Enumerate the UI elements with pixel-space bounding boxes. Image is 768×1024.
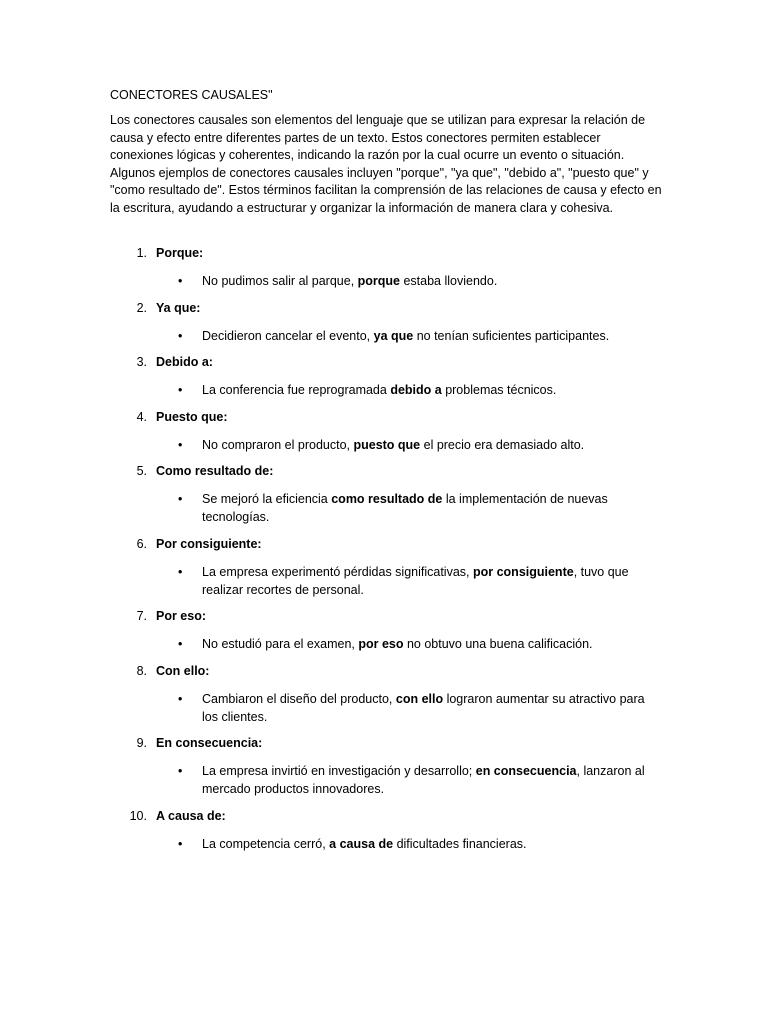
item-number: 10. <box>129 808 147 823</box>
item-heading: Puesto que: <box>156 409 228 424</box>
bullet-icon: • <box>178 383 183 397</box>
example-connector: porque <box>357 274 400 288</box>
example-text: Se mejoró la eficiencia <box>202 492 332 506</box>
example-text: No compraron el producto, <box>202 437 354 452</box>
list-item <box>110 408 662 463</box>
item-example <box>202 436 652 454</box>
item-example <box>202 690 652 726</box>
item-number: 8. <box>136 663 147 678</box>
item-number: 6. <box>136 536 147 551</box>
item-heading: Con ello: <box>156 663 210 678</box>
example-text: La conferencia fue reprogramada <box>202 383 391 397</box>
bullet-icon: • <box>178 328 183 343</box>
example-text: lograron aumentar su atractivo para los clientes. <box>202 691 645 724</box>
item-number: 7. <box>136 609 147 623</box>
example-connector: puesto que <box>353 437 421 452</box>
example-connector: por consiguiente <box>472 564 574 579</box>
item-number: 5. <box>136 464 147 478</box>
example-text: La empresa invirtió en investigación y desarrollo; <box>202 764 476 778</box>
bullet-icon: • <box>178 564 183 579</box>
item-number: 9. <box>136 736 147 750</box>
item-heading: Como resultado de: <box>156 464 274 478</box>
bullet-icon: • <box>178 274 183 288</box>
list-item <box>110 462 662 535</box>
example-text: La competencia cerró, <box>202 836 330 851</box>
bullet-icon: • <box>178 764 183 778</box>
item-example <box>202 762 652 798</box>
example-text: estaba lloviendo. <box>400 274 498 288</box>
item-example <box>202 381 652 399</box>
example-text: el precio era demasiado alto. <box>420 437 585 452</box>
bullet-icon: • <box>178 691 183 706</box>
item-example <box>202 635 652 653</box>
example-text: La empresa experimentó pérdidas significativas, <box>202 564 473 579</box>
example-text: la implementación de nuevas tecnologías. <box>202 492 608 524</box>
example-connector: por eso <box>358 637 404 651</box>
bullet-icon: • <box>178 836 183 851</box>
list-item <box>110 607 662 662</box>
item-heading: Por consiguiente: <box>156 536 262 551</box>
list-item <box>110 535 662 608</box>
item-number: 4. <box>136 409 147 424</box>
item-heading: Porque: <box>156 246 204 260</box>
item-example <box>202 327 652 345</box>
item-example <box>202 563 652 599</box>
example-connector: en consecuencia <box>475 764 577 778</box>
list-item <box>110 734 662 807</box>
item-number: 1. <box>136 246 147 260</box>
example-text: No pudimos salir al parque, <box>202 274 358 288</box>
example-text: problemas técnicos. <box>441 383 557 397</box>
item-heading: Debido a: <box>156 355 213 369</box>
bullet-icon: • <box>178 437 183 452</box>
example-text: Decidieron cancelar el evento, <box>202 328 374 343</box>
list-item <box>110 662 662 735</box>
example-text: No estudió para el examen, <box>202 637 359 651</box>
example-connector: ya que <box>373 328 414 343</box>
item-heading: Por eso: <box>156 609 207 623</box>
item-heading: A causa de: <box>156 808 226 823</box>
list-item <box>110 807 662 862</box>
example-connector: debido a <box>390 383 442 397</box>
item-number: 3. <box>136 355 147 369</box>
list-item <box>110 299 662 354</box>
example-text: no tenían suficientes participantes. <box>413 328 610 343</box>
example-text: no obtuvo una buena calificación. <box>403 637 593 651</box>
item-example <box>202 835 652 853</box>
example-text: , tuvo que realizar recortes de personal. <box>202 564 629 597</box>
example-connector: a causa de <box>329 836 394 851</box>
item-number: 2. <box>136 300 147 315</box>
list-item <box>110 244 662 299</box>
item-heading: En consecuencia: <box>156 736 263 750</box>
item-heading: Ya que: <box>156 300 201 315</box>
example-text: Cambiaron el diseño del producto, <box>202 691 396 706</box>
bullet-icon: • <box>178 492 183 506</box>
connectors-list <box>110 244 662 861</box>
example-connector: como resultado de <box>331 492 443 506</box>
item-example <box>202 272 652 290</box>
example-text: , lanzaron al mercado productos innovadores. <box>202 764 645 796</box>
bullet-icon: • <box>178 637 183 651</box>
page-title: CONECTORES CAUSALES" <box>110 88 273 102</box>
item-example <box>202 490 652 526</box>
intro-paragraph: Los conectores causales son elementos del lenguaje que se utilizan para expresar la relación de causa y efecto entre diferentes partes de un texto. Estos conectores permiten establecer conexiones lógicas y coherentes, indicando la razón por la cual ocurre un evento o situación. Algunos ejemplos de conectores causales incluyen "porque", "ya que", "debido a", "puesto que" y "como resultado de". Estos términos facilitan la comprensión de las relaciones de causa y efecto en la escritura, ayudando a estructurar y organizar la información de manera clara y cohesiva. <box>110 113 662 215</box>
example-text: dificultades financieras. <box>393 836 527 851</box>
list-item <box>110 353 662 408</box>
example-connector: con ello <box>395 691 444 706</box>
